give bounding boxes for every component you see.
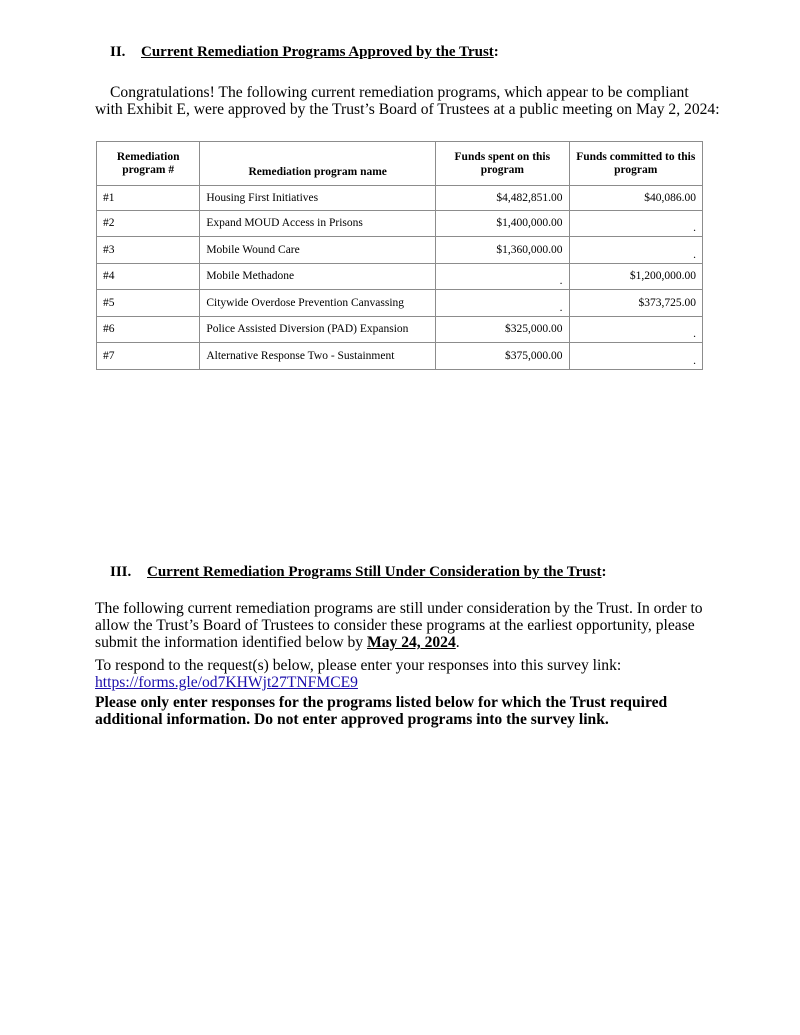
program-number-cell: #7 [97, 343, 200, 370]
funds-spent-cell: $375,000.00 [436, 343, 569, 370]
funds-committed-cell: $40,086.00 [569, 186, 702, 211]
table-row [97, 290, 703, 317]
program-number-cell: #4 [97, 263, 200, 290]
response-deadline: May 24, 2024 [366, 634, 456, 651]
program-number-cell: #2 [97, 210, 200, 237]
funds-spent-cell: . [436, 263, 569, 290]
section-2-heading [110, 44, 499, 61]
table-row [97, 237, 703, 264]
section-2-title: Current Remediation Programs Approved by the Trust [141, 44, 494, 60]
funds-spent-cell: $1,400,000.00 [436, 210, 569, 237]
program-number-cell: #3 [97, 237, 200, 264]
table-header-row [97, 142, 703, 186]
program-name-cell: Police Assisted Diversion (PAD) Expansion [200, 316, 436, 343]
table-row [97, 316, 703, 343]
program-name-cell: Mobile Methadone [200, 263, 436, 290]
table-row [97, 210, 703, 237]
section-3-intro-text: The following current remediation programs are still under consideration by the Trust. In order to allow the Trust’s Board of Trustees to consider these programs at the earliest opportunity, please submit the information identified below by [95, 600, 703, 651]
program-name-cell: Alternative Response Two - Sustainment [200, 343, 436, 370]
section-3-number: III. [110, 564, 132, 580]
funds-committed-cell: . [569, 237, 702, 264]
section-3-intro [95, 600, 715, 651]
section-2-colon: : [493, 44, 499, 60]
program-name-cell: Expand MOUD Access in Prisons [200, 210, 436, 237]
funds-spent-cell: $325,000.00 [436, 316, 569, 343]
funds-spent-cell: . [436, 290, 569, 317]
program-number-cell: #5 [97, 290, 200, 317]
table-row [97, 263, 703, 290]
program-name-cell: Housing First Initiatives [200, 186, 436, 211]
program-name-cell: Mobile Wound Care [200, 237, 436, 264]
section-2-number: II. [110, 44, 126, 60]
approved-programs-table [96, 141, 703, 370]
section-3-intro-end: . [455, 634, 460, 651]
header-program-number: Remediation program # [97, 142, 200, 186]
survey-link[interactable]: https://forms.gle/od7KHWjt27TNFMCE9 [95, 674, 358, 691]
funds-committed-cell: . [569, 210, 702, 237]
funds-committed-cell: $373,725.00 [569, 290, 702, 317]
survey-instructions [95, 657, 715, 691]
header-funds-committed: Funds committed to this program [569, 142, 702, 186]
header-funds-spent: Funds spent on this program [436, 142, 569, 186]
funds-committed-cell: . [569, 343, 702, 370]
survey-note: Please only enter responses for the programs listed below for which the Trust required additional information. Do not enter approved programs into the survey link. [95, 694, 668, 728]
header-program-name: Remediation program name [200, 142, 436, 186]
funds-committed-cell: . [569, 316, 702, 343]
funds-committed-cell: $1,200,000.00 [569, 263, 702, 290]
program-name-cell: Citywide Overdose Prevention Canvassing [200, 290, 436, 317]
program-number-cell: #1 [97, 186, 200, 211]
funds-spent-cell: $1,360,000.00 [436, 237, 569, 264]
section-3-title: Current Remediation Programs Still Under Consideration by the Trust [147, 564, 602, 580]
survey-instructions-text: To respond to the request(s) below, please enter your responses into this survey link: [95, 657, 622, 674]
section-2-intro: Congratulations! The following current remediation programs, which appear to be compliant with Exhibit E, were approved by the Trust’s Board of Trustees at a public meeting on May 2, 2024: [95, 84, 720, 118]
table-row [97, 343, 703, 370]
table-row [97, 186, 703, 211]
section-3-colon: : [601, 564, 607, 580]
program-number-cell: #6 [97, 316, 200, 343]
section-3-heading [110, 564, 606, 581]
funds-spent-cell: $4,482,851.00 [436, 186, 569, 211]
table-body [97, 186, 703, 370]
